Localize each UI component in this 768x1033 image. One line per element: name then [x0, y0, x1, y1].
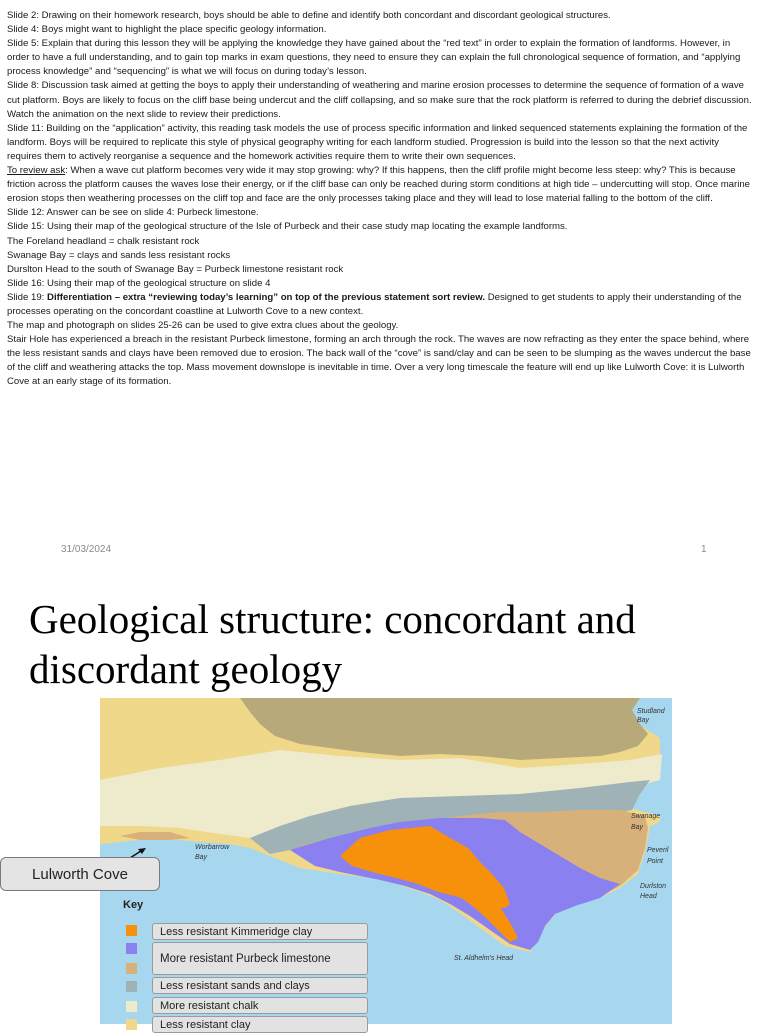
- map-label-studland-line2: Bay: [637, 717, 650, 724]
- note-prefix: Slide 19:: [7, 291, 48, 303]
- map-label-swanage-line1: Swanage: [631, 813, 661, 820]
- key-label: Less resistant sands and clays: [152, 977, 368, 994]
- key-swatch: [126, 943, 137, 954]
- note-paragraph: Slide 12: Answer can be see on slide 4: Purbeck limestone.: [7, 207, 259, 219]
- review-text: : When a wave cut platform becomes very wide it may stop growing: why? If this happens, then the cliff profile might become less steep: why? This is because friction across the platform causes the waves lose their energy, or if the cliff base can only be reached during storm conditions at high tide – undercutting will stop. Once marine erosion stops then weathering processes on the cliff top and face are the only processes taking place and they will lead to lose material falling to the bottom of the cliff.: [7, 165, 751, 205]
- map-label-peveril-line1: Peveril: [647, 847, 669, 854]
- note-paragraph: Stair Hole has experienced a breach in the resistant Purbeck limestone, forming an arch through the rock. The waves are now refracting as they enter the space behind, where the less resistant sands and clays have been removed due to erosion. The back wall of the “cove” is sand/clay and can be seen to be slumping as the waves undercut the base of the cliff and weathering attacks the top. Mass movement downslope is inevitable in time. Over a very long timescale the feature will end up like Lulworth Cove: it is Lulworth Cove at an early stage of its formation.: [7, 334, 751, 388]
- note-paragraph: The map and photograph on slides 25-26 can be used to give extra clues about the geology.: [7, 320, 399, 332]
- note-paragraph: Slide 16: Using their map of the geological structure on slide 4: [7, 277, 271, 289]
- key-swatch: [126, 1001, 137, 1012]
- geology-map: [100, 698, 672, 1024]
- note-paragraph: The Foreland headland = chalk resistant rock: [7, 235, 200, 247]
- note-text: Designed to get students to apply their understanding of the processes operating on the concordant coastline at Lulworth Cove to a new context.: [7, 291, 742, 317]
- slide-title: Geological structure: concordant and discordant geology: [29, 596, 636, 692]
- key-swatch: [126, 1019, 137, 1030]
- lulworth-cove-callout: Lulworth Cove: [0, 857, 160, 891]
- map-label-studland-line1: Studland: [637, 708, 665, 715]
- review-label: To review ask: [7, 165, 66, 177]
- differentiation-heading: Differentiation – extra “reviewing today’s learning” on top of the previous statement sort review.: [47, 291, 486, 303]
- map-label-aldhelm: St. Aldhelm's Head: [454, 955, 514, 962]
- note-paragraph: [7, 291, 755, 319]
- note-paragraph: [7, 164, 755, 206]
- speaker-notes: [7, 9, 755, 390]
- note-paragraph: Slide 2: Drawing on their homework research, boys should be able to define and identify both concordant and discordant geological structures.: [7, 10, 611, 21]
- map-label-peveril-line2: Point: [647, 858, 663, 865]
- map-label-durlston-line2: Head: [640, 893, 657, 900]
- note-paragraph: Slide 15: Using their map of the geological structure of the Isle of Purbeck and their case study map locating the example landforms.: [7, 221, 568, 233]
- map-label-swanage-line2: Bay: [631, 824, 644, 831]
- note-paragraph: Slide 11: Building on the “application” activity, this reading task models the use of process specific information and linked sequenced statements explaining the formation of the landform. Boys will be required to replicate this style of physical geography writing for each landform studied. Progression is build into the lesson so that the next activity requires them to actively reorganise a sequence and the homework activities require them to write their own sequences.: [7, 122, 748, 162]
- note-paragraph: Slide 4: Boys might want to highlight the place specific geology information.: [7, 24, 327, 36]
- note-paragraph: Slide 8: Discussion task aimed at getting the boys to apply their understanding of weathering and marine erosion processes to determine the sequence of formation of a wave cut platform. Boys are likely to focus on the cliff base being undercut and the cliff collapsing, and so make sure that the rock platform is referred to during the debrief discussion. Watch the animation on the next slide to review their predictions.: [7, 80, 752, 120]
- map-label-worbarrow-line1: Worbarrow: [195, 844, 230, 851]
- key-label: More resistant chalk: [152, 997, 368, 1014]
- note-paragraph: Slide 5: Explain that during this lesson they will be applying the knowledge they have gained about the “red text” in order to explain the formation of landforms. However, in order to have a full understanding, and to gain top marks in exam questions, they need to ensure they can explain the full chronological sequence of formation, and “applying process knowledge” and “sequencing” is what we will focus on during today’s lesson.: [7, 38, 741, 78]
- map-label-durlston-line1: Durlston: [640, 883, 667, 890]
- note-paragraph: Swanage Bay = clays and sands less resistant rocks: [7, 249, 231, 261]
- map-label-worbarrow-line2: Bay: [195, 854, 208, 861]
- key-label: Less resistant clay: [152, 1016, 368, 1033]
- key-swatch: [126, 981, 137, 992]
- footer-date: 31/03/2024: [61, 544, 112, 555]
- key-swatch: [126, 963, 137, 974]
- note-paragraph: Durslton Head to the south of Swanage Bay = Purbeck limestone resistant rock: [7, 263, 344, 275]
- key-swatch: [126, 925, 137, 936]
- page-number: 1: [701, 544, 707, 555]
- key-label: More resistant Purbeck limestone: [152, 942, 368, 975]
- key-title: Key: [123, 899, 144, 911]
- key-label: Less resistant Kimmeridge clay: [152, 923, 368, 940]
